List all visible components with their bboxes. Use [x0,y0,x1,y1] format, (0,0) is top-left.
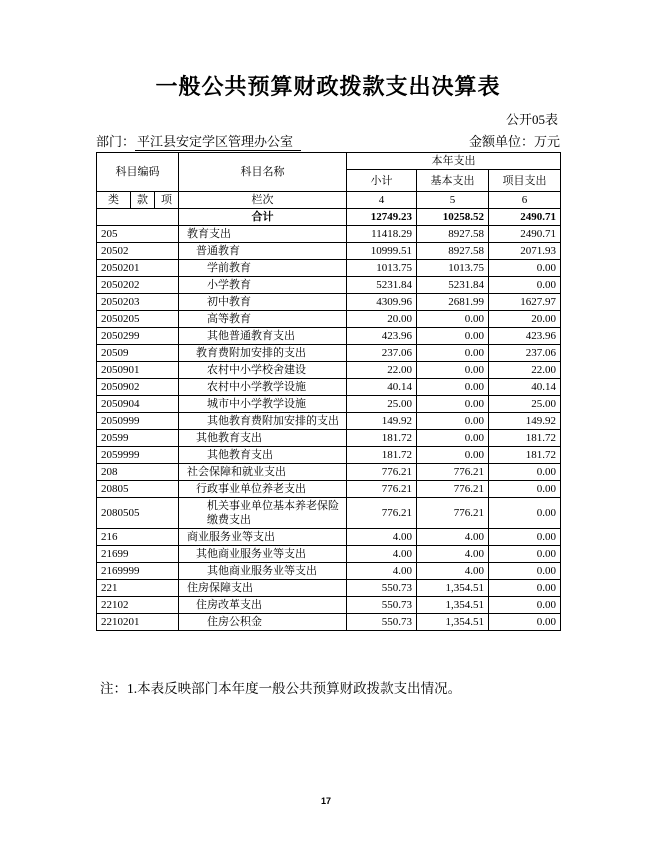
subtotal-cell: 1013.75 [347,260,417,277]
header-subject-code: 科目编码 [97,153,179,192]
basic-expenditure-cell: 0.00 [417,362,489,379]
expenditure-table [96,152,561,631]
subject-name-cell: 初中教育 [179,294,347,311]
table-row [97,529,561,546]
subtotal-cell: 5231.84 [347,277,417,294]
subject-code-cell: 2050201 [97,260,179,277]
project-expenditure-cell: 40.14 [489,379,561,396]
basic-expenditure-cell: 1013.75 [417,260,489,277]
table-row [97,481,561,498]
subject-code-cell: 2050904 [97,396,179,413]
table-row [97,396,561,413]
basic-expenditure-cell: 776.21 [417,464,489,481]
subject-name-cell: 农村中小学教学设施 [179,379,347,396]
subject-name-cell: 住房公积金 [179,614,347,631]
basic-expenditure-cell: 0.00 [417,328,489,345]
project-expenditure-cell: 0.00 [489,546,561,563]
subject-name-cell: 机关事业单位基本养老保险缴费支出 [179,498,347,529]
basic-expenditure-cell: 0.00 [417,311,489,328]
table-number: 公开05表 [505,112,558,127]
subtotal-cell: 181.72 [347,430,417,447]
table-row [97,447,561,464]
subject-name-cell: 城市中小学教学设施 [179,396,347,413]
subject-code-cell: 2050203 [97,294,179,311]
subject-code-cell: 2050902 [97,379,179,396]
subtotal-cell: 22.00 [347,362,417,379]
header-subject-name: 科目名称 [179,153,347,192]
subject-code-cell: 2050901 [97,362,179,379]
subject-name-cell: 学前教育 [179,260,347,277]
project-expenditure-cell: 423.96 [489,328,561,345]
basic-expenditure-cell: 2681.99 [417,294,489,311]
total-project-value: 2490.71 [489,209,561,226]
table-row [97,413,561,430]
subject-name-cell: 商业服务业等支出 [179,529,347,546]
subject-code-cell: 2050299 [97,328,179,345]
table-row [97,430,561,447]
header-year-expenditure: 本年支出 [347,153,561,170]
project-expenditure-cell: 181.72 [489,447,561,464]
total-subtotal-value: 12749.23 [347,209,417,226]
table-row [97,328,561,345]
subject-code-cell: 20805 [97,481,179,498]
subtotal-cell: 776.21 [347,464,417,481]
project-expenditure-cell: 149.92 [489,413,561,430]
subject-code-cell: 22102 [97,597,179,614]
subject-name-cell: 社会保障和就业支出 [179,464,347,481]
header-basic: 基本支出 [417,170,489,192]
project-expenditure-cell: 0.00 [489,464,561,481]
project-expenditure-cell: 22.00 [489,362,561,379]
project-expenditure-cell: 2490.71 [489,226,561,243]
table-row [97,294,561,311]
subtotal-cell: 550.73 [347,614,417,631]
basic-expenditure-cell: 776.21 [417,481,489,498]
header-col-5: 5 [417,192,489,209]
header-col-4: 4 [347,192,417,209]
table-row [97,277,561,294]
subject-name-cell: 其他教育支出 [179,447,347,464]
subject-code-cell: 20509 [97,345,179,362]
page-number: 17 [320,796,331,806]
project-expenditure-cell: 0.00 [489,529,561,546]
table-row [97,379,561,396]
subject-name-cell: 行政事业单位养老支出 [179,481,347,498]
subject-code-cell: 2050202 [97,277,179,294]
project-expenditure-cell: 0.00 [489,277,561,294]
project-expenditure-cell: 2071.93 [489,243,561,260]
subject-code-cell: 221 [97,580,179,597]
basic-expenditure-cell: 5231.84 [417,277,489,294]
header-kuan: 款 [131,192,155,209]
basic-expenditure-cell: 1,354.51 [417,580,489,597]
subject-name-cell: 普通教育 [179,243,347,260]
subject-name-cell: 住房改革支出 [179,597,347,614]
header-xiang: 项 [155,192,179,209]
total-label: 合计 [179,209,347,226]
subject-name-cell: 教育支出 [179,226,347,243]
header-row-1 [97,153,561,170]
total-row [97,209,561,226]
subtotal-cell: 149.92 [347,413,417,430]
basic-expenditure-cell: 4.00 [417,546,489,563]
subject-name-cell: 其他教育费附加安排的支出 [179,413,347,430]
table-row [97,464,561,481]
table-row [97,614,561,631]
subject-code-cell: 21699 [97,546,179,563]
subject-code-cell: 20599 [97,430,179,447]
subject-code-cell: 208 [97,464,179,481]
subject-code-cell: 2080505 [97,498,179,529]
subtotal-cell: 550.73 [347,580,417,597]
table-row [97,546,561,563]
project-expenditure-cell: 181.72 [489,430,561,447]
project-expenditure-cell: 0.00 [489,597,561,614]
header-lei: 类 [97,192,131,209]
table-row [97,563,561,580]
basic-expenditure-cell: 1,354.51 [417,614,489,631]
basic-expenditure-cell: 4.00 [417,529,489,546]
subject-code-cell: 2059999 [97,447,179,464]
total-code-blank [97,209,179,226]
basic-expenditure-cell: 8927.58 [417,226,489,243]
table-row [97,345,561,362]
table-row [97,311,561,328]
footnote: 注：1.本表反映部门本年度一般公共预算财政拨款支出情况。 [100,681,462,696]
subject-code-cell: 205 [97,226,179,243]
header-col-6: 6 [489,192,561,209]
subtotal-cell: 11418.29 [347,226,417,243]
subject-name-cell: 其他商业服务业等支出 [179,563,347,580]
total-basic-value: 10258.52 [417,209,489,226]
project-expenditure-cell: 1627.97 [489,294,561,311]
project-expenditure-cell: 0.00 [489,481,561,498]
subject-name-cell: 教育费附加安排的支出 [179,345,347,362]
basic-expenditure-cell: 0.00 [417,413,489,430]
table-body [97,209,561,631]
project-expenditure-cell: 0.00 [489,614,561,631]
subtotal-cell: 181.72 [347,447,417,464]
subject-code-cell: 2210201 [97,614,179,631]
subject-code-cell: 216 [97,529,179,546]
subject-code-cell: 20502 [97,243,179,260]
project-expenditure-cell: 25.00 [489,396,561,413]
basic-expenditure-cell: 776.21 [417,498,489,529]
header-project: 项目支出 [489,170,561,192]
basic-expenditure-cell: 1,354.51 [417,597,489,614]
table-row [97,226,561,243]
page-title: 一般公共预算财政拨款支出决算表 [155,74,501,99]
subtotal-cell: 776.21 [347,481,417,498]
subject-code-cell: 2169999 [97,563,179,580]
project-expenditure-cell: 0.00 [489,563,561,580]
header-lanci: 栏次 [179,192,347,209]
subtotal-cell: 4309.96 [347,294,417,311]
header-row-3 [97,192,561,209]
department-label: 部门： [96,134,136,149]
subtotal-cell: 550.73 [347,597,417,614]
basic-expenditure-cell: 0.00 [417,430,489,447]
subtotal-cell: 4.00 [347,529,417,546]
subject-name-cell: 其他商业服务业等支出 [179,546,347,563]
table-row [97,498,561,529]
subject-name-cell: 住房保障支出 [179,580,347,597]
basic-expenditure-cell: 0.00 [417,345,489,362]
subject-name-cell: 其他教育支出 [179,430,347,447]
project-expenditure-cell: 237.06 [489,345,561,362]
subtotal-cell: 423.96 [347,328,417,345]
subject-name-cell: 高等教育 [179,311,347,328]
subject-code-cell: 2050205 [97,311,179,328]
basic-expenditure-cell: 0.00 [417,379,489,396]
subject-name-cell: 农村中小学校舍建设 [179,362,347,379]
table-row [97,597,561,614]
department-line [96,131,301,150]
basic-expenditure-cell: 0.00 [417,447,489,464]
subtotal-cell: 40.14 [347,379,417,396]
subtotal-cell: 4.00 [347,563,417,580]
header-subtotal: 小计 [347,170,417,192]
department-name: 平江县安定学区管理办公室 [135,134,301,151]
project-expenditure-cell: 0.00 [489,580,561,597]
basic-expenditure-cell: 8927.58 [417,243,489,260]
table-row [97,260,561,277]
project-expenditure-cell: 20.00 [489,311,561,328]
subtotal-cell: 10999.51 [347,243,417,260]
meta-row [96,131,560,150]
subtotal-cell: 25.00 [347,396,417,413]
subject-code-cell: 2050999 [97,413,179,430]
basic-expenditure-cell: 4.00 [417,563,489,580]
subtotal-cell: 4.00 [347,546,417,563]
project-expenditure-cell: 0.00 [489,260,561,277]
subject-name-cell: 小学教育 [179,277,347,294]
subject-name-cell: 其他普通教育支出 [179,328,347,345]
unit-label: 金额单位：万元 [468,134,560,149]
subtotal-cell: 237.06 [347,345,417,362]
table-row [97,243,561,260]
subtotal-cell: 20.00 [347,311,417,328]
table-row [97,362,561,379]
subtotal-cell: 776.21 [347,498,417,529]
project-expenditure-cell: 0.00 [489,498,561,529]
table-row [97,580,561,597]
basic-expenditure-cell: 0.00 [417,396,489,413]
